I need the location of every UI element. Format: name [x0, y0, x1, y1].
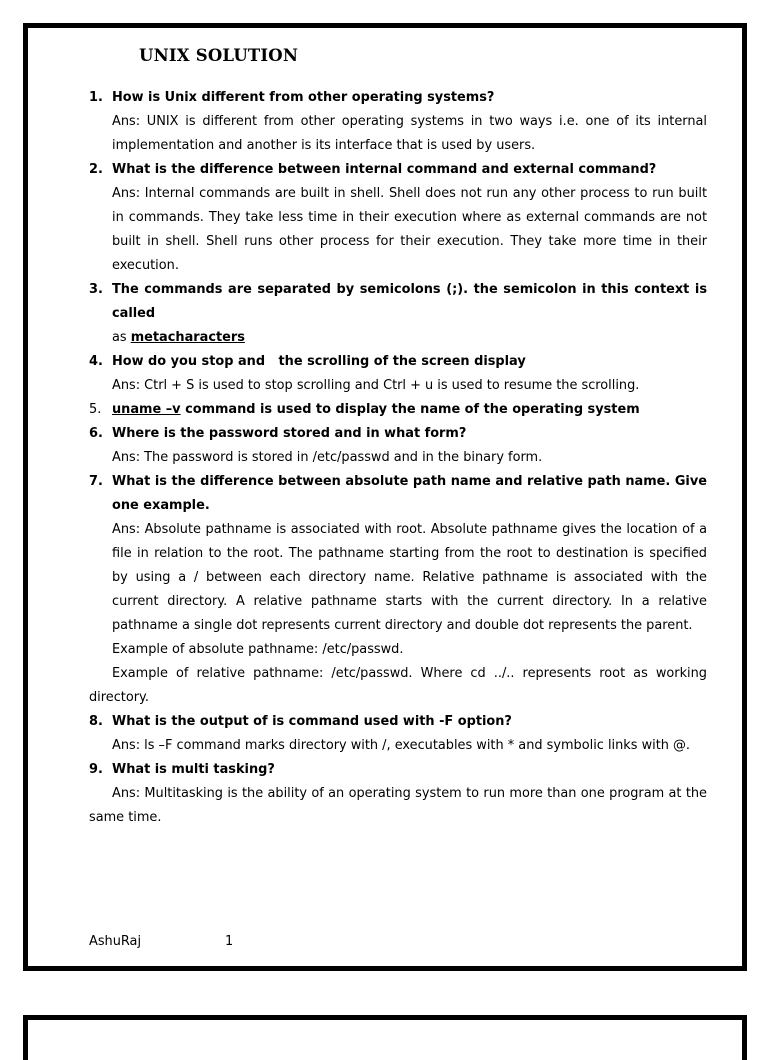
question-4	[89, 350, 707, 374]
answer-6: Ans: The password is stored in /etc/passwd and in the binary form.	[112, 450, 543, 465]
answer-4: Ans: Ctrl + S is used to stop scrolling and Ctrl + u is used to resume the scrolling.	[112, 378, 640, 393]
next-page-edge	[23, 1015, 747, 1060]
question-3	[89, 278, 707, 326]
command-term: uname –v	[112, 402, 181, 417]
question-number: 3.	[89, 282, 103, 297]
answer-9: Ans: Multitasking is the ability of an operating system to run more than one program at the same time.	[89, 786, 707, 825]
question-number: 6.	[89, 426, 103, 441]
question-6	[89, 422, 707, 446]
question-5	[89, 398, 707, 422]
question-number: 1.	[89, 90, 103, 105]
answer-2: Ans: Internal commands are built in shell. Shell does not run any other process to run built in commands. They take less time in their execution where as external commands are not built in shell. Shell runs other process for their execution. They take more time in their execution.	[112, 186, 707, 273]
example-absolute: Example of absolute pathname: /etc/passwd.	[112, 642, 404, 657]
question-2	[89, 158, 707, 182]
page-number: 1	[225, 934, 234, 949]
answer-term: metacharacters	[130, 330, 245, 345]
question-text: How do you stop and the scrolling of the screen display	[112, 354, 526, 369]
question-number: 5.	[89, 402, 102, 417]
answer-8: Ans: ls –F command marks directory with /, executables with * and symbolic links with @.	[112, 738, 691, 753]
example-relative: Example of relative pathname: /etc/passwd. Where cd ../.. represents root as working directory.	[89, 666, 707, 705]
question-text: The commands are separated by semicolons (;). the semicolon in this context is called	[112, 282, 707, 321]
question-text: What is the output of is command used with -F option?	[112, 714, 512, 729]
question-text: What is the difference between internal command and external command?	[112, 162, 657, 177]
question-text: What is the difference between absolute path name and relative path name. Give one example.	[112, 474, 707, 513]
question-text: What is multi tasking?	[112, 762, 275, 777]
question-number: 4.	[89, 354, 103, 369]
question-number: 2.	[89, 162, 103, 177]
question-text: command is used to display the name of the operating system	[180, 402, 640, 417]
answer-3	[89, 326, 707, 350]
question-number: 8.	[89, 714, 103, 729]
question-text: Where is the password stored and in what form?	[112, 426, 467, 441]
question-1	[89, 86, 707, 110]
answer-1: Ans: UNIX is different from other operating systems in two ways i.e. one of its internal implementation and another is its interface that is used by users.	[112, 114, 707, 153]
page-title: UNIX SOLUTION	[139, 46, 299, 65]
question-number: 7.	[89, 474, 103, 489]
answer-7: Ans: Absolute pathname is associated with root. Absolute pathname gives the location of a file in relation to the root. The pathname starting from the root to destination is specified by using a / between each directory name. Relative pathname is associated with the current directory. A relative pathname starts with the current directory. In a relative pathname a single dot represents current directory and double dot represents the parent.	[112, 522, 707, 633]
question-7	[89, 470, 707, 518]
document-page	[23, 23, 747, 971]
question-text: How is Unix different from other operating systems?	[112, 90, 495, 105]
question-9	[89, 758, 707, 782]
question-number: 9.	[89, 762, 103, 777]
question-8	[89, 710, 707, 734]
qa-list	[89, 86, 707, 830]
answer-prefix: as	[112, 330, 131, 345]
footer-author: AshuRaj	[89, 934, 142, 949]
